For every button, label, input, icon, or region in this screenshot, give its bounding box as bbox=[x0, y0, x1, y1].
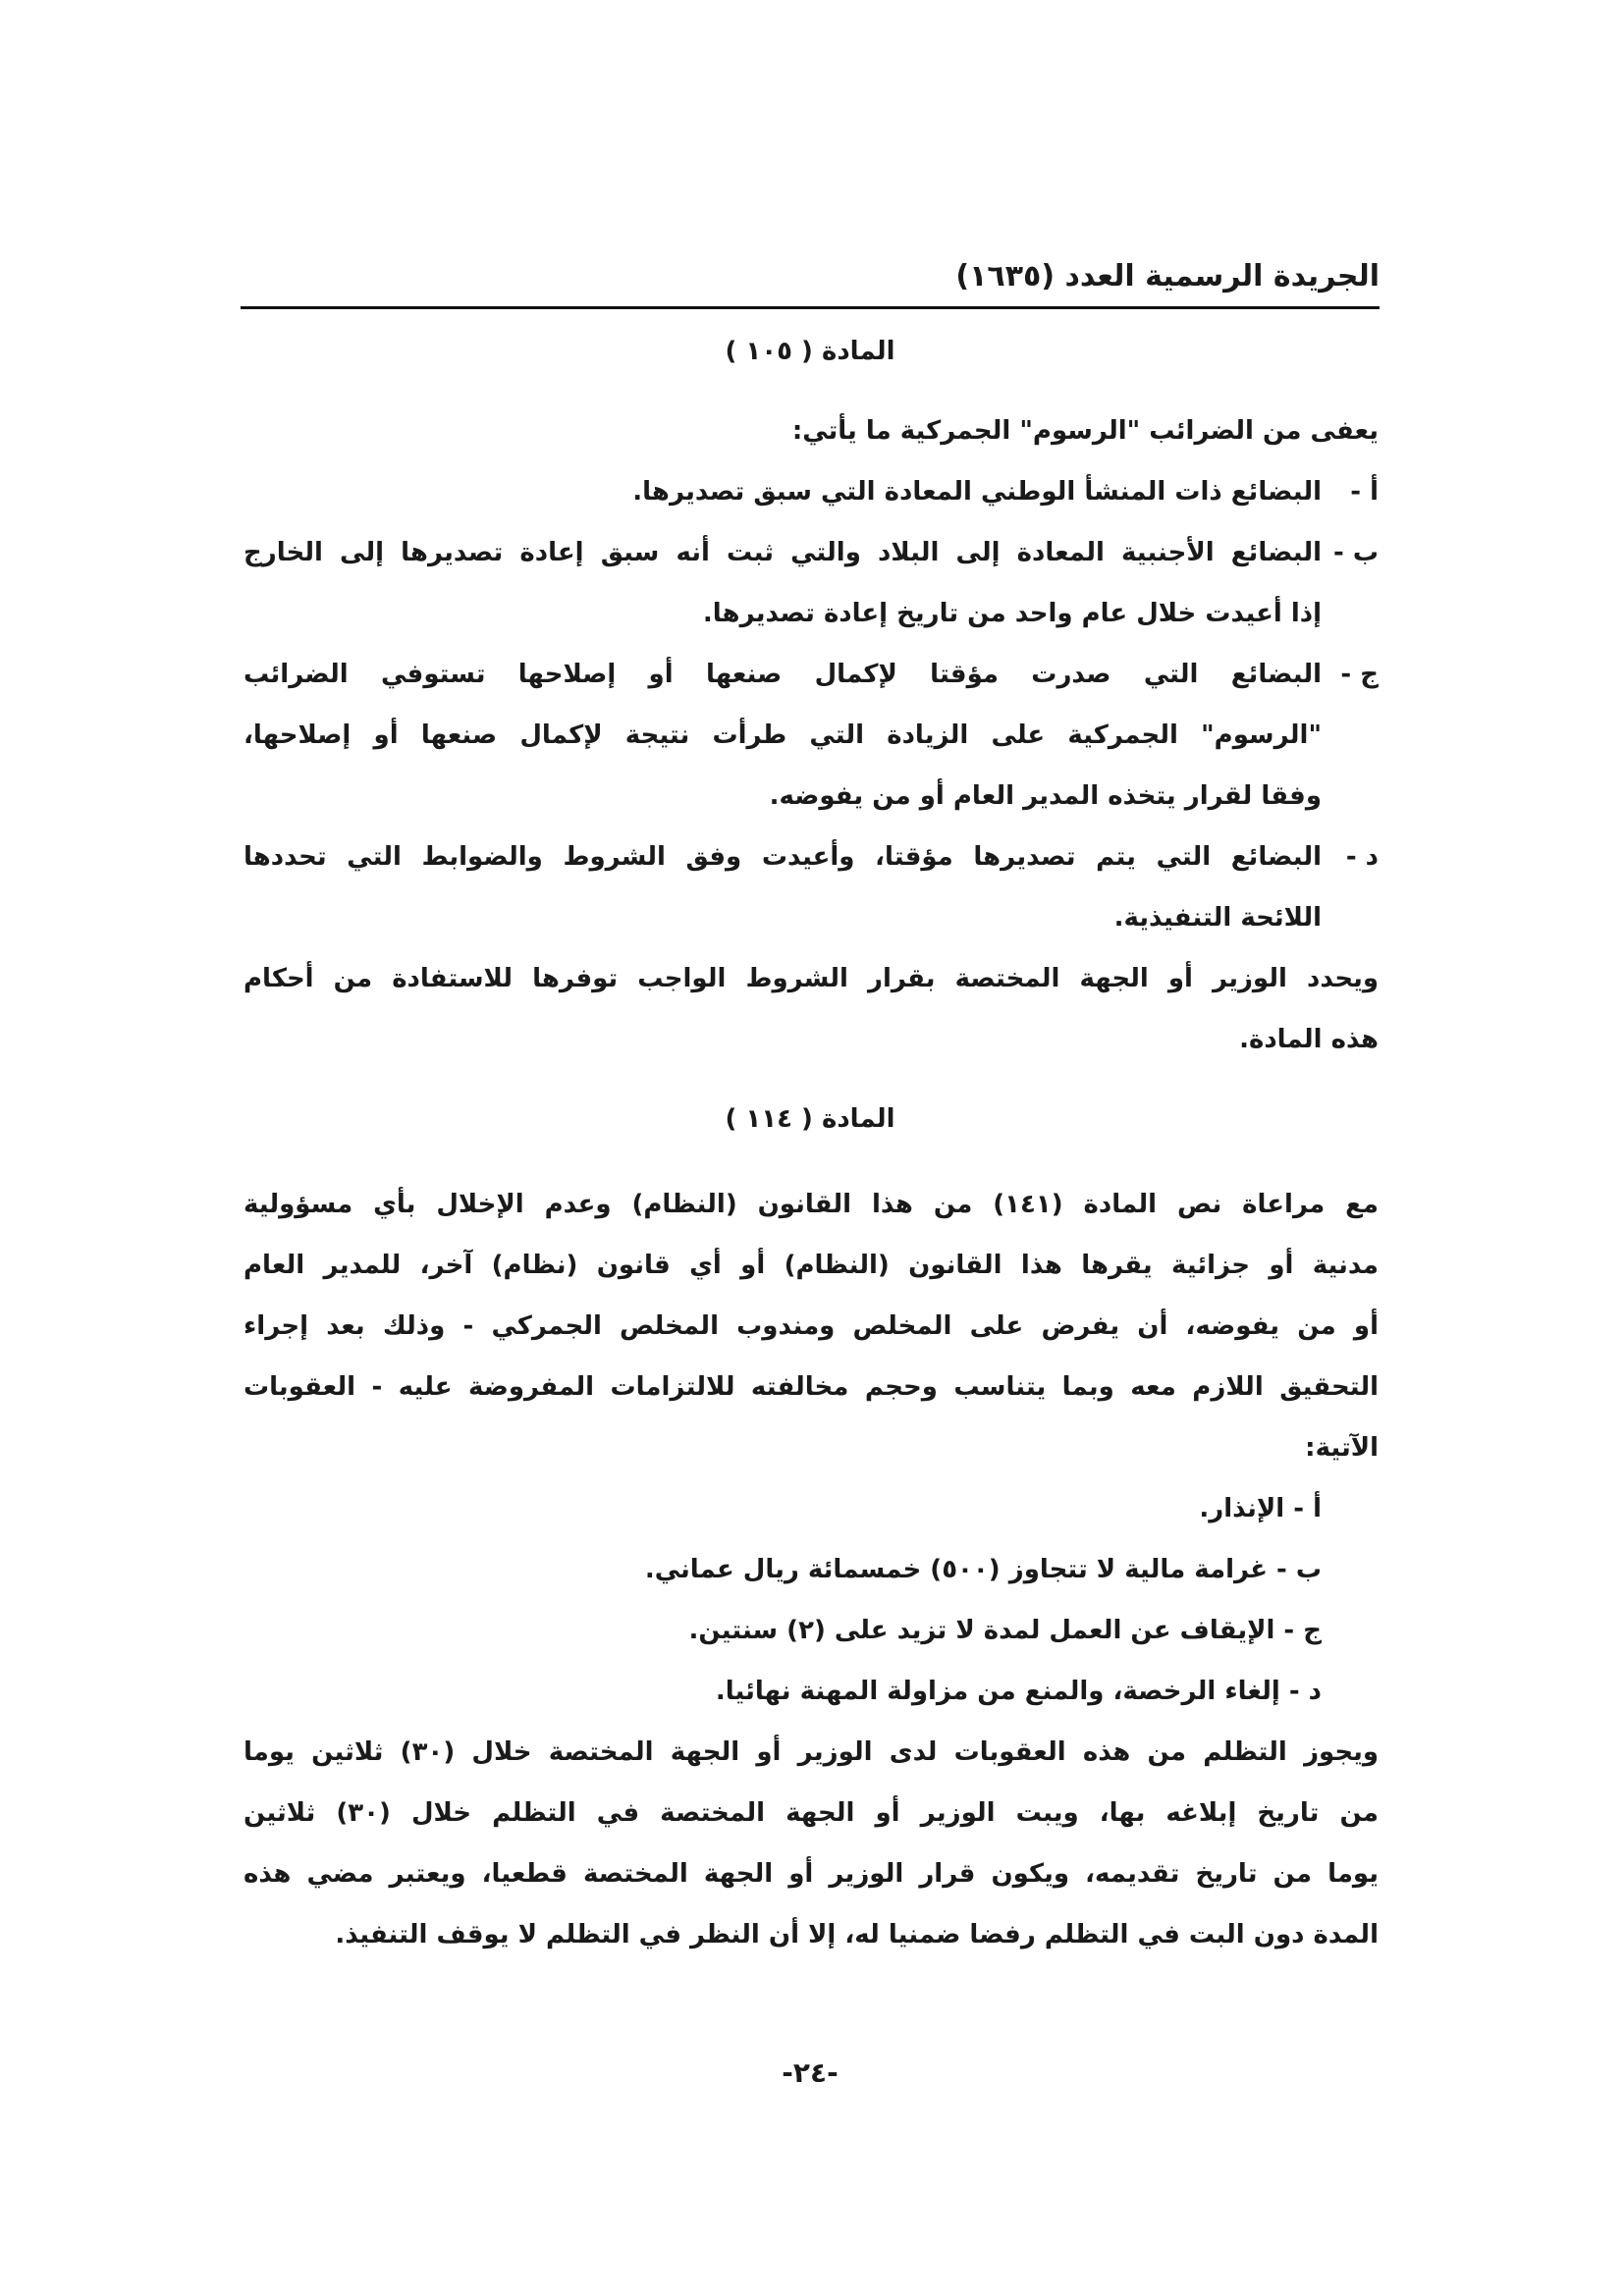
article-105-intro: يعفى من الضرائب "الرسوم" الجمركية ما يأتي: bbox=[791, 416, 1379, 446]
article-114-intro-line: مدنية أو جزائية يقرها هذا القانون (النظام) أو أي قانون (نظام) آخر، للمدير العام bbox=[244, 1251, 1379, 1280]
article-114-item-c: ج - الإيقاف عن العمل لمدة لا تزيد على (٢) سنتين. bbox=[688, 1616, 1322, 1645]
article-105-closing-line: هذه المادة. bbox=[1239, 1025, 1379, 1054]
article-114-item-b: ب - غرامة مالية لا تتجاوز (٥٠٠) خمسمائة ريال عماني. bbox=[644, 1555, 1322, 1584]
item-text-line: البضائع ذات المنشأ الوطني المعادة التي سبق تصديرها. bbox=[632, 477, 1322, 507]
item-text-line: "الرسوم" الجمركية على الزيادة التي طرأت نتيجة لإكمال صنعها أو إصلاحها، bbox=[244, 721, 1322, 750]
article-114-intro-line: أو من يفوضه، أن يفرض على المخلص ومندوب المخلص الجمركي - وذلك بعد إجراء bbox=[244, 1311, 1379, 1341]
article-114-intro-line: التحقيق اللازم معه وبما يتناسب وحجم مخالفته للالتزامات المفروضة عليه - العقوبات bbox=[244, 1372, 1379, 1402]
article-105-closing-line: ويحدد الوزير أو الجهة المختصة بقرار الشروط الواجب توفرها للاستفادة من أحكام bbox=[244, 964, 1379, 993]
article-105-body bbox=[244, 400, 1379, 1070]
article-114-closing-line: يوما من تاريخ تقديمه، ويكون قرار الوزير أو الجهة المختصة قطعيا، ويعتبر مضي هذه bbox=[244, 1859, 1379, 1889]
item-text-line: البضائع التي صدرت مؤقتا لإكمال صنعها أو إصلاحها تستوفي الضرائب bbox=[244, 660, 1322, 689]
page-header bbox=[241, 257, 1380, 306]
article-114-closing-line: ويجوز التظلم من هذه العقوبات لدى الوزير أو الجهة المختصة خلال (٣٠) ثلاثين يوما bbox=[244, 1737, 1380, 1767]
article-114-closing-line: من تاريخ إبلاغه بها، ويبت الوزير أو الجهة المختصة في التظلم خلال (٣٠) ثلاثين bbox=[244, 1798, 1379, 1828]
item-marker: د - bbox=[1345, 842, 1379, 872]
gazette-title: الجريدة الرسمية العدد (١٦٣٥) bbox=[955, 259, 1380, 294]
item-marker: أ - bbox=[1350, 477, 1379, 507]
item-text-line: البضائع التي يتم تصديرها مؤقتا، وأعيدت وفق الشروط والضوابط التي تحددها bbox=[244, 842, 1322, 872]
article-114-closing-line: المدة دون البت في التظلم رفضا ضمنيا له، إلا أن النظر في التظلم لا يوقف التنفيذ. bbox=[335, 1920, 1379, 1949]
page-number: -٢٤- bbox=[782, 2056, 839, 2089]
article-114-item-d: د - إلغاء الرخصة، والمنع من مزاولة المهنة نهائيا. bbox=[715, 1677, 1322, 1706]
article-114-heading: المادة ( ١١٤ ) bbox=[725, 1104, 895, 1134]
item-marker: ب - bbox=[1333, 538, 1379, 567]
item-text-line: البضائع الأجنبية المعادة إلى البلاد والتي ثبت أنه سبق إعادة تصديرها إلى الخارج bbox=[244, 538, 1322, 567]
item-text-line: وفقا لقرار يتخذه المدير العام أو من يفوضه. bbox=[769, 781, 1322, 811]
article-114-intro-line: الآتية: bbox=[1305, 1433, 1379, 1463]
article-105-heading: المادة ( ١٠٥ ) bbox=[725, 337, 895, 366]
article-114-intro-line: مع مراعاة نص المادة (١٤١) من هذا القانون (النظام) وعدم الإخلال بأي مسؤولية bbox=[244, 1190, 1379, 1219]
article-105-item-b bbox=[244, 522, 1379, 644]
article-105-item-a bbox=[244, 461, 1379, 522]
item-text-line: اللائحة التنفيذية. bbox=[1113, 903, 1322, 933]
item-marker: ج - bbox=[1340, 660, 1379, 689]
article-105-item-d bbox=[244, 827, 1379, 948]
article-105-item-c bbox=[244, 644, 1379, 827]
article-114-body bbox=[244, 1174, 1379, 1965]
article-114-item-a: أ - الإنذار. bbox=[1199, 1494, 1322, 1523]
header-divider bbox=[241, 306, 1380, 309]
item-text-line: إذا أعيدت خلال عام واحد من تاريخ إعادة تصديرها. bbox=[702, 599, 1322, 628]
